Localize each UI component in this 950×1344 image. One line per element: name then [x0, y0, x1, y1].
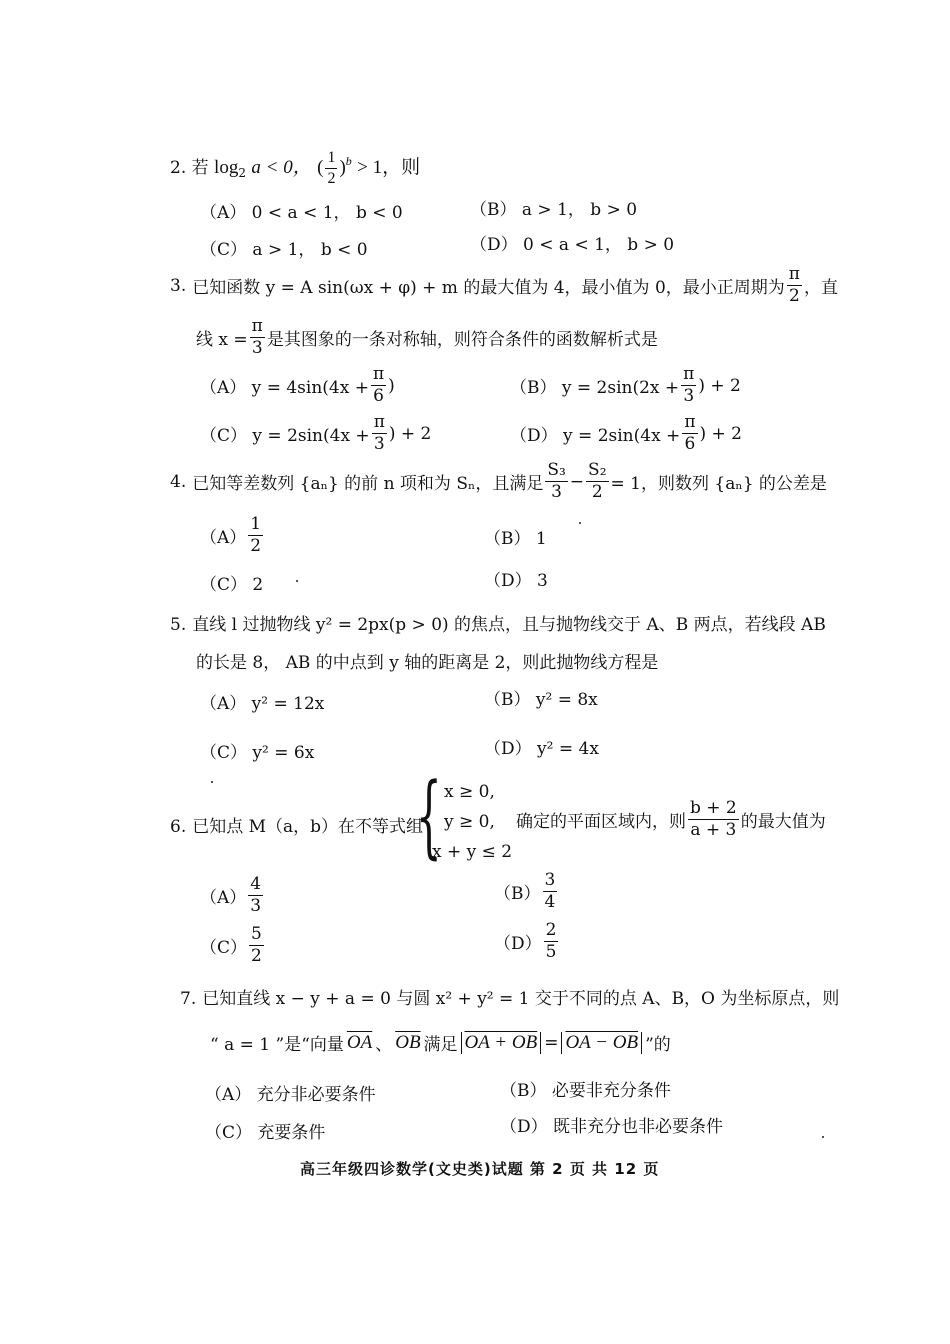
fraction: $\frac{5}{2}$	[251, 924, 262, 966]
system-line-1: x ≥ 0,	[444, 782, 495, 802]
option-7b: （B） 必要非充分条件	[500, 1081, 671, 1101]
option-2d: （D） 0 < a < 1， b > 0	[470, 235, 675, 255]
fraction: $\frac{\text{S₃}}{3}$	[547, 460, 566, 502]
option-2b: （B） a > 1， b > 0	[470, 200, 638, 220]
fraction: $\frac{\pi}{2}$	[788, 264, 800, 306]
question-7-line2: “ a = 1 ”是“向量 $\overline{OA}$ 、 $\overline{OB}$ 满足 OA + OB = OA − OB ”的	[210, 1031, 671, 1055]
fraction: $\frac{\text{S₂}}{2}$	[588, 460, 607, 502]
fraction: $\frac{\pi}{3}$	[251, 316, 263, 358]
question-5-line2: 的长是 8， AB 的中点到 y 轴的距离是 2，则此抛物线方程是	[196, 653, 659, 673]
option-7d: （D） 既非充分也非必要条件	[500, 1117, 724, 1137]
abs-diff: OA − OB	[561, 1032, 642, 1054]
option-4a: （A） $\frac{1}{2}$	[200, 514, 262, 556]
scan-speck	[211, 781, 213, 783]
option-4c: （C） 2	[200, 575, 264, 595]
question-5-line1: 5. 直线 l 过抛物线 y² = 2px(p > 0) 的焦点，且与抛物线交于 A、B 两点，若线段 AB	[170, 615, 826, 635]
question-number: 7.	[180, 989, 197, 1009]
system-brace: {	[416, 764, 442, 869]
scan-speck	[296, 580, 298, 582]
question-6-stem-pre: 6. 已知点 M（a，b）在不等式组	[170, 817, 424, 837]
option-5d: （D） y² = 4x	[484, 739, 599, 759]
option-2a: （A） 0 < a < 1， b < 0	[200, 203, 403, 223]
question-7-line1: 7. 已知直线 x − y + a = 0 与圆 x² + y² = 1 交于不同的点 A、B，O 为坐标原点，则	[180, 989, 840, 1009]
option-3b: （B） y = 2sin(2x + $\frac{\pi}{3}$ ) + 2	[510, 364, 741, 406]
option-5c: （C） y² = 6x	[200, 743, 315, 763]
fraction: $\frac{b + 2}{a + 3}$	[690, 798, 737, 840]
abs-sum: OA + OB	[461, 1032, 542, 1054]
option-2c: （C） a > 1， b < 0	[200, 240, 368, 260]
question-3-line1: 3. 已知函数 y = A sin(ωx + φ) + m 的最大值为 4，最小值为 0，最小正周期为 $\frac{\pi}{2}$ ，直	[170, 264, 838, 306]
scan-speck	[822, 1136, 824, 1138]
option-3a: （A） y = 4sin(4x + $\frac{\pi}{6}$ )	[200, 364, 395, 406]
fraction: $\frac{4}{3}$	[250, 874, 262, 916]
option-4d: （D） 3	[484, 571, 548, 591]
question-6-stem-post: 确定的平面区域内，则 $\frac{b + 2}{a + 3}$ 的最大值为	[516, 798, 826, 840]
fraction: $\frac{\pi}{3}$	[683, 364, 695, 406]
question-number: 2.	[170, 158, 187, 178]
option-3d: （D） y = 2sin(4x + $\frac{\pi}{6}$ ) + 2	[510, 412, 742, 454]
question-2-stem: 2. 若 $\log_2 a < 0$， ( $\frac{1}{2}$ )$^b$ > 1，则	[170, 149, 421, 187]
scan-speck	[579, 522, 581, 524]
page-footer: 高三年级四诊数学(文史类)试题 第 2 页 共 12 页	[300, 1160, 660, 1178]
system-line-3: x + y ≤ 2	[432, 842, 513, 862]
option-6c: （C） $\frac{5}{2}$	[200, 924, 262, 966]
fraction: $\frac{\pi}{3}$	[373, 412, 385, 454]
fraction: $\frac{1}{2}$	[250, 514, 262, 556]
question-number: 6.	[170, 817, 187, 837]
option-5a: （A） y² = 12x	[200, 694, 325, 714]
option-6b: （B） $\frac{3}{4}$	[494, 870, 556, 912]
question-4-stem: 4. 已知等差数列 {aₙ} 的前 n 项和为 Sₙ，且满足 $\frac{\text{S₃}}{3}$ − $\frac{\text{S₂}}{2}$ = 1，则数列 {aₙ} 的公差是	[170, 460, 827, 502]
fraction: $\frac{\pi}{6}$	[372, 364, 385, 406]
question-number: 4.	[170, 471, 187, 492]
option-6d: （D） $\frac{2}{5}$	[494, 920, 557, 962]
fraction: $\frac{3}{4}$	[544, 870, 556, 912]
option-5b: （B） y² = 8x	[484, 690, 598, 710]
fraction: $\frac{2}{5}$	[545, 920, 557, 962]
option-3c: （C） y = 2sin(4x + $\frac{\pi}{3}$ ) + 2	[200, 412, 432, 454]
fraction: $\frac{1}{2}$	[327, 149, 336, 187]
system-line-2: y ≥ 0,	[444, 812, 495, 832]
question-number: 5.	[170, 615, 187, 635]
fraction: $\frac{\pi}{6}$	[684, 412, 696, 454]
question-3-line2: 线 x = $\frac{\pi}{3}$ 是其图象的一条对称轴，则符合条件的函数解析式是	[196, 316, 658, 358]
option-7a: （A） 充分非必要条件	[205, 1085, 376, 1105]
option-6a: （A） $\frac{4}{3}$	[200, 874, 262, 916]
option-7c: （C） 充要条件	[205, 1123, 326, 1143]
question-number: 3.	[170, 275, 187, 296]
option-4b: （B） 1	[484, 529, 547, 549]
